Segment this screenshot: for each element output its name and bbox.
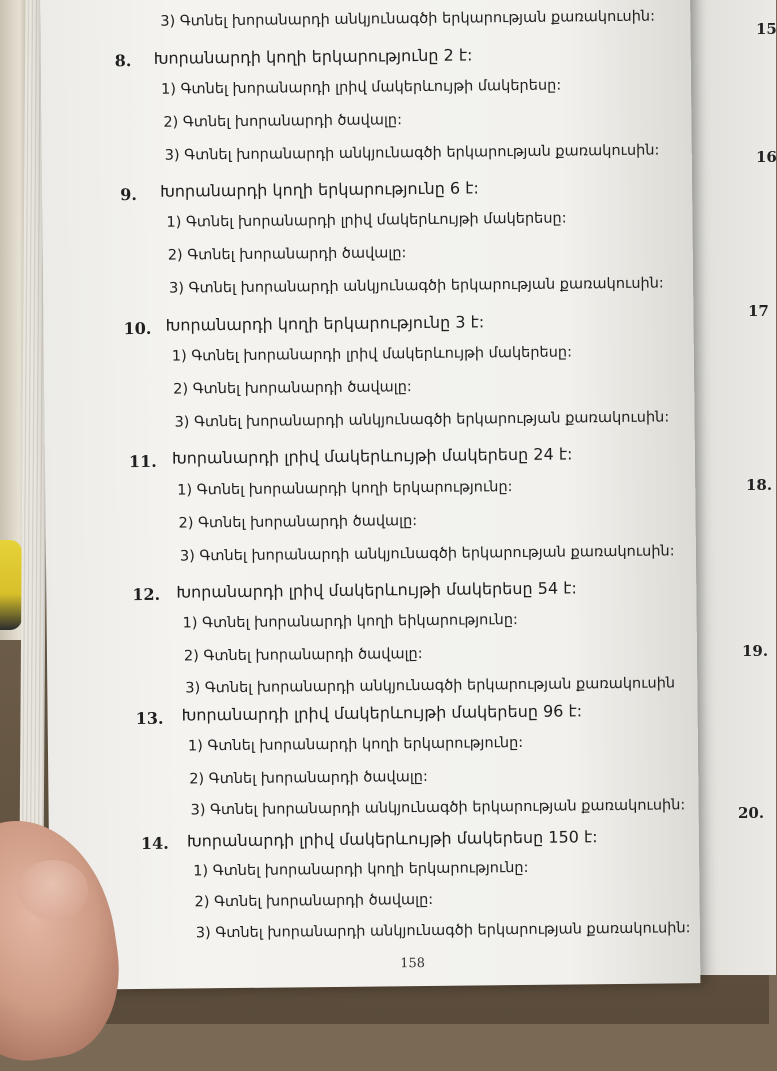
- list-item: 2) Գտնել խորանարդի ծավալը:: [183, 646, 423, 665]
- problem-title: Խորանարդի լրիվ մակերևույթի մակերեսը 54 է:: [176, 578, 577, 602]
- problem-title: Խորանարդի կողի երկարությունը 3 է:: [165, 312, 485, 335]
- problem-title: Խորանարդի լրիվ մակերևույթի մակերեսը 96 է:: [181, 701, 583, 725]
- list-item: 3) Գտնել խորանարդի անկյունագծի երկարության քառակուսին:: [169, 275, 664, 297]
- book-page: [40, 0, 700, 990]
- list-item: 3) Գտնել խորանարդի անկյունագծի երկարության քառակուսին:: [179, 543, 675, 565]
- problem-title: Խորանարդի լրիվ մակերևույթի մակերեսը 24 է:: [171, 444, 573, 468]
- facing-problem-number: 16: [756, 148, 777, 166]
- list-item: 1) Գտնել խորանարդի կողի երկարությունը:: [193, 859, 529, 880]
- list-item: 2) Գտնել խորանարդի ծավալը:: [173, 379, 412, 398]
- list-item: 1) Գտնել խորանարդի կողի երկարությունը:: [177, 479, 513, 499]
- problem-title: Խորանարդի կողի երկարությունը 2 է:: [153, 45, 473, 68]
- list-item: 3) Գտնել խորանարդի անկյունագծի երկարության քառակուսին: [185, 675, 676, 697]
- list-item: 1) Գտնել խորանարդի լրիվ մակերևույթի մակերեսը:: [160, 77, 562, 98]
- facing-problem-number: 17: [748, 302, 769, 320]
- problem-number: 9.: [120, 184, 137, 205]
- problem-number: 8.: [114, 51, 132, 71]
- facing-problem-number: 19.: [742, 642, 769, 660]
- facing-problem-number: 18.: [746, 476, 773, 494]
- problem-title: Խորանարդի լրիվ մակերևույթի մակերեսը 150 է:: [186, 827, 598, 851]
- list-item: 3) Գտնել խորանարդի անկյունագծի երկարության քառակուսին:: [160, 8, 656, 30]
- list-item: 1) Գտնել խորանարդի լրիվ մակերևույթի մակերեսը:: [171, 344, 573, 365]
- list-item: 1) Գտնել խորանարդի կողի երկարությունը:: [187, 734, 524, 755]
- list-item: 2) Գտնել խորանարդի ծավալը:: [194, 891, 434, 911]
- list-item: 2) Գտնել խորանարդի ծավալը:: [167, 245, 407, 264]
- problem-title: Խորանարդի կողի երկարությունը 6 է:: [160, 178, 479, 201]
- list-item: 3) Գտնել խորանարդի անկյունագծի երկարության քառակուսին:: [174, 409, 670, 431]
- list-item: 1) Գտնել խորանարդի կողի եիկարությունը:: [182, 612, 518, 632]
- problem-number: 13.: [135, 708, 164, 729]
- list-item: 2) Գտնել խորանարդի ծավալը:: [178, 513, 418, 532]
- problem-number: 10.: [123, 318, 152, 339]
- list-item: 3) Գտնել խորանարդի անկյունագծի երկարության քառակուսին:: [164, 142, 660, 164]
- facing-problem-number: 20.: [738, 804, 765, 822]
- list-item: 3) Գտնել խորանարդի անկյունագծի երկարության քառակուսին:: [190, 797, 686, 819]
- problem-number: 11.: [128, 451, 157, 472]
- page-number: 158: [400, 956, 426, 972]
- facing-problem-number: 15: [756, 20, 777, 38]
- thumb-highlight: [18, 860, 88, 920]
- list-item: 1) Գտնել խորանարդի լրիվ մակերևույթի մակերեսը:: [166, 210, 567, 231]
- list-item: 2) Գտնել խորանարդի ծավալը:: [163, 112, 403, 131]
- list-item: 3) Գտնել խորանարդի անկյունագծի երկարության քառակուսին:: [195, 920, 691, 942]
- list-item: 2) Գտնել խորանարդի ծավալը:: [189, 768, 428, 788]
- problem-number: 14.: [140, 833, 169, 853]
- yellow-object: [0, 540, 22, 630]
- problem-number: 12.: [132, 584, 161, 605]
